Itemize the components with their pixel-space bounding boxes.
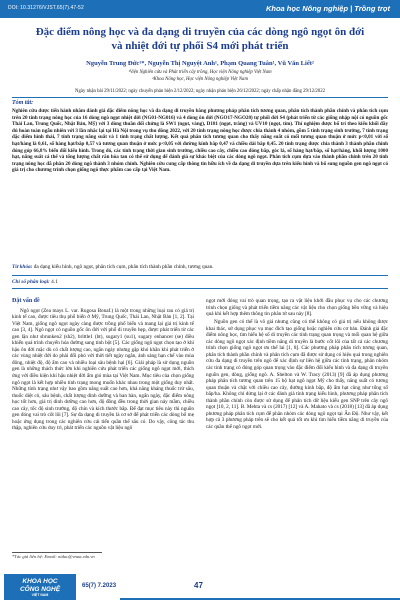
affiliations: [20, 70, 380, 83]
body-column-left: [12, 298, 194, 433]
journal-logo: [4, 574, 76, 600]
journal-section-name: Khoa học Nông nghiệp | Trồng trọt: [265, 4, 390, 13]
body-column-right: [206, 298, 388, 432]
divider: [12, 288, 388, 289]
corresponding-author-note: *Tác giả liên hệ: Email: ntduc@vnua.edu.vn: [12, 554, 95, 559]
issue-number: 65(7) 7.2023: [82, 583, 117, 589]
paragraph: Ngô ngọt (Zea mays L. var. Rugosa Bonaf.) là một trong những loại rau có giá trị kinh tế cao, được tiêu thụ phổ biến ở Mỹ, Trung Quốc, Thái Lan, Nhật Bản [1, 2]. Tại Việt Nam, giống ngô ngọt ngày càng được trồng phổ biến và mang lại giá trị kinh tế cao [3, 4]. Ngô ngọt có nguồn gốc ôn đới với phổ di truyền hẹp, được phát triển từ các gen lặn như shrunken2 (sh2), brittle1 (bt), sugary1 (su1), sugary enhancer (se) điều khiển quá trình chuyển hóa đường sang tinh bột [5]. Các giống ngô ngọt chọn tạo ở khí hậu ôn đới mặc dù có chất lượng cao, ngắn ngày nhưng gặp khó khăn khi phát triển ở các vùng nhiệt đới do phải đối phó với thời tiết ngày ngắn, ảnh sáng hạn chế vào mùa đông, nhiệt độ, độ ẩm cao và nhiều loại sâu bệnh hại [6]. Giải pháp là sử dụng nguồn gen là những thách thức lớn khi nghiên cứu phát triển các giống ngô ngọt mới, thích ứng với điều kiện khí hậu nhiệt đới ẩm gió mùa tại Việt Nam. Mục tiêu của chọn giống ngô ngọt là kết hợp nhiều tính trạng mong muốn khác nhau trong một giống duy nhất. Những tính trạng như vậy bao gồm năng suất cao hơn, khả năng kháng thuốc trừ sâu, thuốc diệt cỏ, sâu bệnh, chất lượng dinh dưỡng và ban hàn, ngắn ngày, đặc điểm nông học tốt hơn, giá trị dinh dưỡng cao hơn, độ đồng đều trong thời gian nảy mầm, chiều cao cây, tốc độ sinh trưởng, độ chín và kích thước bắp. Để đạt mục tiêu này thì nguồn gen đóng vai trò cốt lõi [7]. Sự đa dạng di truyền là cơ sở để phát triển các dòng bố mẹ hoặc ứng dụng trong các nghiên cứu cải tiến quần thể sâu có. Do vậy, công tác thu thập, nghiên cứu duy trì, phát triển các nguồn vật liệu ngô: [12, 307, 194, 432]
keywords: [12, 264, 388, 271]
abstract-text: Nghiên cứu được tiến hành nhằm đánh giá đặc điểm nông học và đa dạng di truyền bằng phương pháp phân tích tương quan, phân tích thành phần chính và phân tích cụm trên 20 tính trạng nông học của 16 dòng ngô ngọt nhiệt đới (NG01-NG016) và 4 dòng ôn đới (NGO17-NGO20) tự phối đời S4 (phát triển từ các giống nhập nội có nguồn gốc Thái Lan, Trung Quốc, Nhật Bản, Mỹ) với 3 dòng thuần đối chứng là SW1 (ngọt, vàng), D181 (ngọt, trắng) và UV10 (ngọt, tím). Thí nghiệm được bố trí theo kiểu khối đầy đủ hoàn toàn ngẫu nhiên với 3 lần nhắc lại tại Hà Nội trong vụ thu đông 2022, với 20 tính trạng nông học được chia thành 4 nhóm, gồm 5 tính trạng sinh trưởng, 7 tính trạng đặc điểm hình thái, 7 tính trạng năng suất và 1 tính trạng chất lượng. Kết quả phân tích tương quan cho thấy năng suất có mối tương quan thuận ở mức p<0,01 với số hạt/hàng là 0,61, số hàng hạt/bắp 0,57 và tương quan thuận ở mức p<0,05 với đường kính bắp 0,47 và chiều dài bắp 0,45. 20 tính trạng được chia thành 3 thành phần chính đóng góp 66,8% biến đổi kiểu hình. Trong đó, các tính trạng thời gian sinh trưởng, chiều cao cây, chiều cao đóng bắp, góc lá, số hàng hạt/bắp, số hạt/hàng, khối lượng 1000 hạt, năng suất cá thể và tổng lượng chất rắn hòa tan có thể sử dụng để đánh giá sự khác biệt của các dòng ngô ngọt. Phân tích cụm dựa vào thành phần chính trên 20 tính trạng nông học đã phân 20 dòng ngô thành 3 nhóm chính. Nghiên cứu cung cấp thông tin hữu ích về đa dạng di truyền dựa trên kiểu hình và bổ sung nguồn gen ngô ngọt có giá trị cho chương trình chọn giống ngô thực phẩm cao cấp tại Việt Nam.: [12, 108, 388, 174]
classification: [12, 279, 58, 285]
logo-text-bottom: CÔNG NGHỆ: [19, 585, 61, 593]
submission-dates: Ngày nhận bài 29/11/2022; ngày chuyển phản biện 2/12/2022; ngày nhận phản biện 26/12/2022; ngày chấp nhận đăng 29/12/2022: [74, 89, 325, 94]
journal-header-bar: [0, 0, 400, 18]
paragraph: Nguồn gen có thể là vô giá nhưng cũng có thể không có giá trị nếu không được khai thác, sử dụng phục vụ mục đích tạo giống hoặc nghiên cứu cơ bản. Đánh giá đặc điểm nông học, tìm hiểu hệ số di truyền các tính trạng quan trọng và mối quan hệ giữa các dòng ngô ngọt xác định tiềm năng di truyền là bước cốt lõi của tất cả các chương trình chọn giống ngô ngọt ưu thế lai [1, 8]. Các phương pháp phân tích tương quan, phân tích thành phần chính và phân tích cụm đã được sử dụng có hiệu quả trong nghiên cứu đa dạng di truyền trên ngô để xác định sự liên hệ giữa các tính trạng, phân nhóm các tính trạng có đóng góp quan trọng vào đặc điểm đối kiểu hình và đa dạng di truyền nguồn gen, dòng, giống ngô. A. Shelton và W. Tracy (2013) [9] đã áp dụng phương pháp phân tích tương quan trên 15 bộ hạt ngô ngọt Mỹ cho thấy, năng suất có tương quan thuận và chặt với chiều cao cây, đường kính bắp, độ ẩm hạt cũng như tổng số bắp/ha. Không chỉ dừng lại ở các đánh giá tính trạng kiểu hình, phương pháp phân tích thành phần chính còn được sử dụng để phân tích dữ liệu kiểu gen SNP trên cây ngô ngọt [10, 2, 11]. B. Mehta và cs (2017) [12] và A. Mahato và cs (2018) [13] đã áp dụng phương pháp phân tích cụm để phân nhóm các dòng ngô ngọt tại Ấn Độ. Như vậy, kết hợp cả 3 phương pháp trên sẽ cho kết quả tốt ưu khi tìm hiểu tiềm năng di truyền của các quần thể ngô ngọt mới.: [206, 319, 388, 430]
divider: [12, 275, 388, 276]
divider: [12, 97, 388, 98]
keywords-label: Từ khóa:: [12, 264, 33, 270]
article-title: Đặc điểm nông học và đa dạng di truyền của các dòng ngô ngọt ôn đới và nhiệt đới tự phối S4 mới phát triển: [35, 26, 365, 52]
paragraph: ngọt mới đóng vai trò quan trọng, tạo ra vật liệu khởi đầu phục vụ cho các chương trình chọn giống và phát triển tiềm năng các vật liệu cho chọn giống bền vững và hiệu quả khi kết hợp thêm thông tin phân tử sau này [8].: [206, 298, 388, 318]
page-number: 47: [194, 581, 203, 590]
doi-text: DOI: 10.31276/VJST.65(7).47-52: [8, 5, 84, 11]
author-list: Nguyễn Trung Đức¹*, Nguyễn Thị Nguyệt Anh¹, Phạm Quang Tuân¹, Vũ Văn Liết²: [86, 60, 314, 67]
classification-label: Chỉ số phân loại:: [12, 279, 50, 285]
logo-text-top: KHOA HỌC: [22, 578, 58, 585]
abstract-label: Tóm tắt:: [12, 100, 34, 106]
footnote-divider: [12, 552, 102, 553]
section-title: Đặt vấn đề: [12, 298, 40, 304]
affiliation-2: ²Khoa Nông học, Học viện Nông nghiệp Việt Nam: [152, 76, 248, 82]
logo-text-small: VIỆT NAM: [31, 593, 49, 597]
keywords-value: đa dạng kiểu hình, ngô ngọt, phân tích cụm, phân tích thành phần chính, tương quan.: [33, 264, 214, 270]
affiliation-1: ¹Viện Nghiên cứu và Phát triển cây trồng, Học viện Nông nghiệp Việt Nam: [128, 70, 272, 75]
classification-code: 4.1: [51, 279, 58, 285]
